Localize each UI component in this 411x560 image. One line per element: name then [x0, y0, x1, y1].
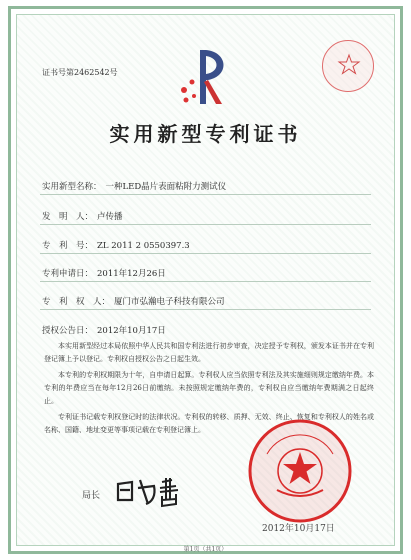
supervision-stamp: [322, 40, 374, 92]
field-value: 卢传播: [97, 212, 123, 222]
national-ip-office-seal-icon: [247, 418, 353, 524]
field-value: 厦门市弘瀚电子科技有限公司: [114, 297, 225, 307]
seal-date: 2012年10月17日: [262, 524, 335, 534]
body-paragraph: 本专利的专利权期限为十年，自申请日起算。专利权人应当依照专利法及其实施细则规定缴纳年费。本专利的年费应当在每年12月26日前缴纳。未按照规定缴纳年费的，专利权自应当缴纳年费期满之日起终止。: [44, 371, 374, 405]
certificate-title: 实用新型专利证书: [109, 122, 302, 146]
field-label: 专 利 号：: [42, 241, 94, 251]
page-footer: 第1页（共1页）: [183, 546, 228, 553]
field-value: 2011年12月26日: [97, 269, 166, 279]
divider: [40, 194, 371, 195]
director-label: 局长: [82, 491, 101, 501]
patent-office-emblem-icon: [176, 46, 234, 108]
divider: [40, 281, 371, 282]
field-value: 一种LED晶片表面粘附力测试仪: [105, 182, 227, 192]
field-patentee: [42, 295, 225, 307]
field-utility-model-name: [42, 180, 226, 192]
certificate-number: 证书号第2462542号: [42, 68, 118, 77]
stamp-star-icon: [323, 41, 375, 93]
field-inventor: [42, 210, 123, 222]
divider: [40, 253, 371, 254]
field-label: 专利申请日：: [42, 269, 94, 279]
field-label: 发 明 人：: [42, 212, 94, 222]
field-grant-date: [42, 324, 166, 336]
field-value: ZL 2011 2 0550397.3: [97, 241, 190, 251]
director-signature-icon: [114, 470, 194, 510]
field-label: 授权公告日：: [42, 326, 94, 336]
field-patent-number: [42, 239, 190, 251]
field-filing-date: [42, 267, 166, 279]
field-label: 实用新型名称：: [42, 182, 102, 192]
body-paragraph: 本实用新型经过本局依照中华人民共和国专利法进行初步审查，决定授予专利权，颁发本证书并在专利登记簿上予以登记。专利权自授权公告之日起生效。: [44, 342, 374, 363]
divider: [40, 309, 371, 310]
field-value: 2012年10月17日: [97, 326, 166, 336]
body-paragraph: 专利证书记载专利权登记时的法律状况。专利权的转移、质押、无效、终止、恢复和专利权人的姓名或名称、国籍、地址变更等事项记载在专利登记簿上。: [44, 413, 374, 434]
field-label: 专 利 权 人：: [42, 297, 111, 307]
divider: [40, 224, 371, 225]
